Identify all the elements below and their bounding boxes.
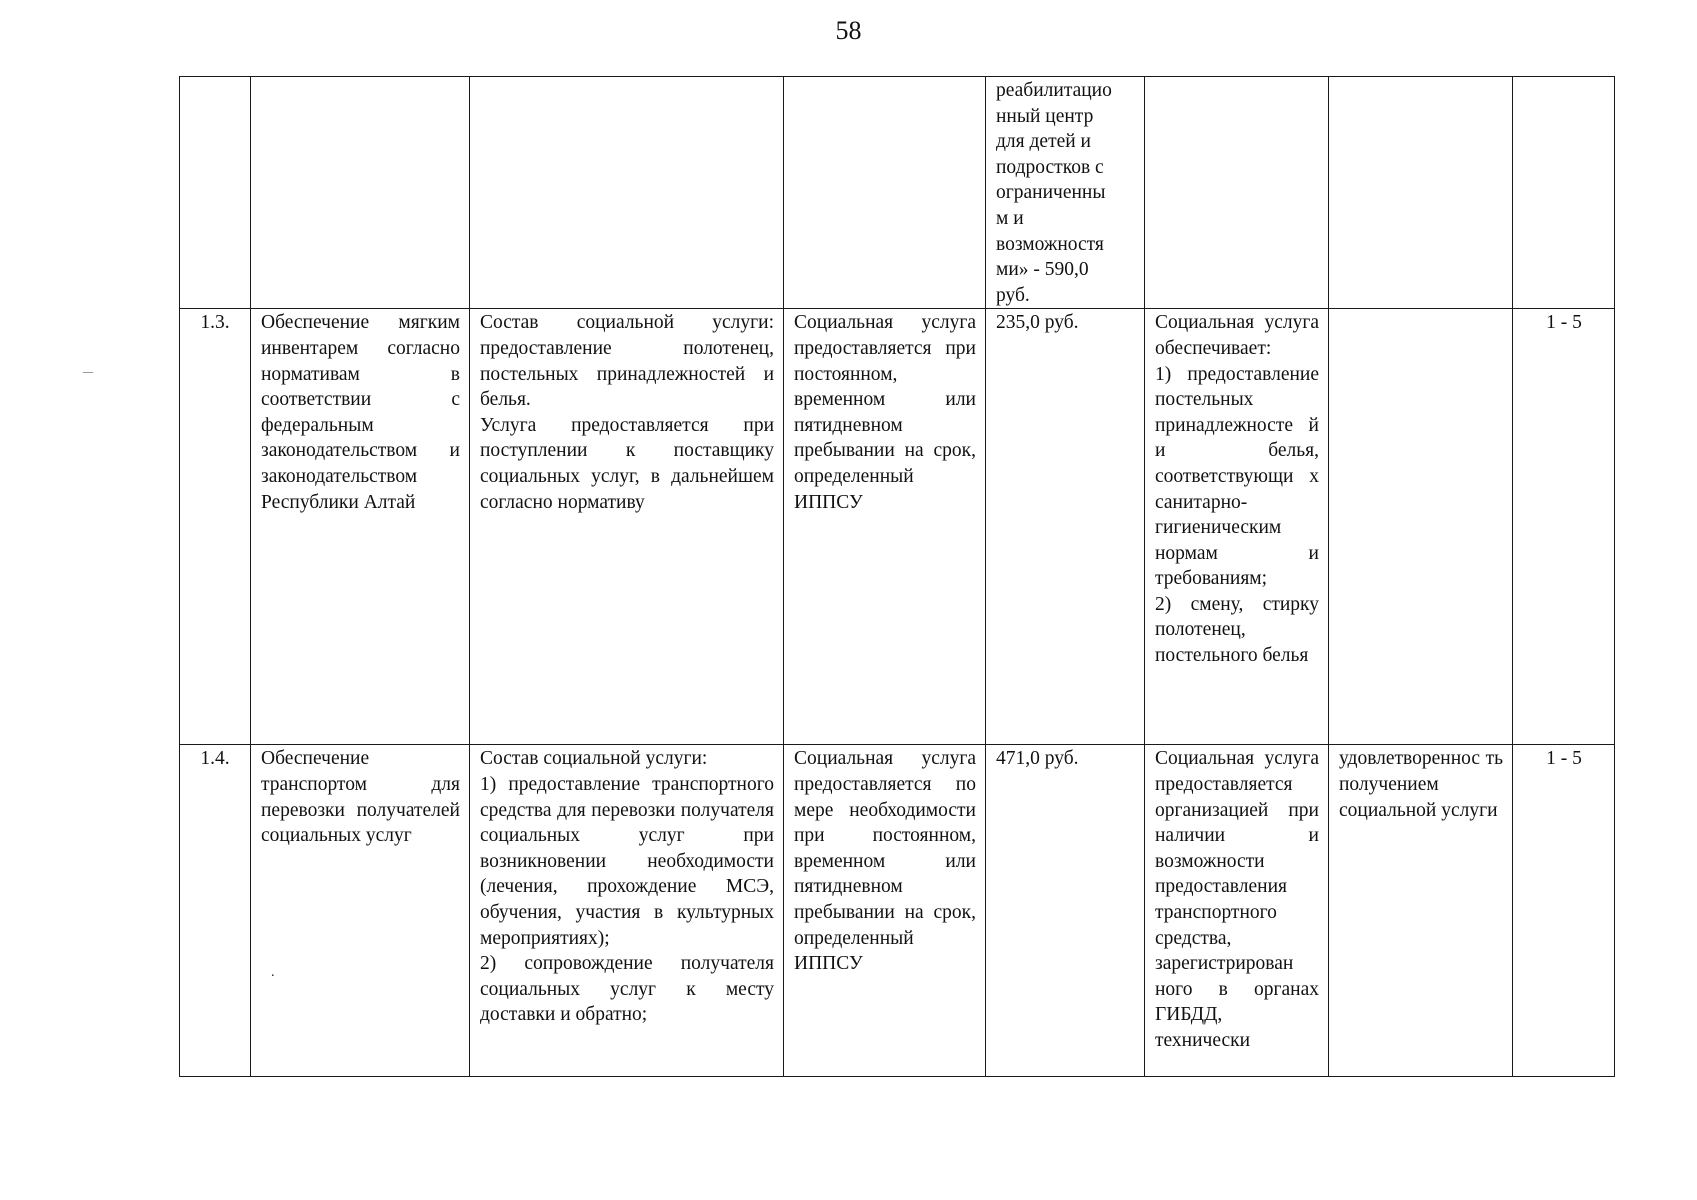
- service-content-cell: Состав социальной услуги: предоставление полотенец, постельных принадлежностей и белья. Услуга предоставляется при поступлении к поставщику социальных услуг, в дальнейшем согласно нормативу: [470, 309, 784, 745]
- service-name-cell: Обеспечение транспортом для перевозки получателей социальных услуг: [251, 745, 470, 1077]
- services-table: [179, 76, 1615, 1077]
- service-conditions-cell: Социальная услуга предоставляется при постоянном, временном или пятидневном пребывании на срок, определенный ИППСУ: [784, 309, 986, 745]
- terms-cell: 1 - 5: [1513, 309, 1615, 745]
- terms-cell: 1 - 5: [1513, 745, 1615, 1077]
- volume-cell: [1145, 77, 1329, 309]
- quality-cell: удовлетвореннос ть получением социальной услуги: [1329, 745, 1513, 1077]
- row-number-cell: 1.4.: [180, 745, 251, 1077]
- row-number-cell: [180, 77, 251, 309]
- row-number-cell: 1.3.: [180, 309, 251, 745]
- volume-cell: Социальная услуга обеспечивает: 1) предоставление постельных принадлежносте й и белья, соответствующи х санитарно-гигиеническим нормам и требованиям; 2) смену, стирку полотенец, постельного белья: [1145, 309, 1329, 745]
- service-conditions-cell: Социальная услуга предоставляется по мере необходимости при постоянном, временном или пятидневном пребывании на срок, определенный ИППСУ: [784, 745, 986, 1077]
- tariff-cell: 235,0 руб.: [986, 309, 1145, 745]
- quality-cell: [1329, 77, 1513, 309]
- service-content-cell: [470, 77, 784, 309]
- volume-cell: Социальная услуга предоставляется организацией при наличии и возможности предоставления транспортного средства, зарегистрирован ного в органах ГИБДД, технически: [1145, 745, 1329, 1077]
- tariff-cell: реабилитацио нный центр для детей и подростков с ограниченны м и возможностя ми» - 590,0 руб.: [986, 77, 1145, 309]
- service-conditions-cell: [784, 77, 986, 309]
- table-row: [180, 309, 1615, 745]
- terms-cell: [1513, 77, 1615, 309]
- service-content-cell: Состав социальной услуги: 1) предоставление транспортного средства для перевозки получателя социальных услуг при возникновении необходимости (лечения, прохождение МСЭ, обучения, участия в культурных мероприятиях); 2) сопровождение получателя социальных услуг к месту доставки и обратно;: [470, 745, 784, 1077]
- table-row: [180, 745, 1615, 1077]
- table-row: [180, 77, 1615, 309]
- service-name-cell: [251, 77, 470, 309]
- margin-mark: [83, 372, 93, 373]
- stray-dot: .: [271, 965, 275, 980]
- quality-cell: [1329, 309, 1513, 745]
- tariff-cell: 471,0 руб.: [986, 745, 1145, 1077]
- service-name-cell: Обеспечение мягким инвентарем согласно нормативам в соответствии с федеральным законодательством и законодательством Республики Алтай: [251, 309, 470, 745]
- page-number: 58: [835, 16, 862, 45]
